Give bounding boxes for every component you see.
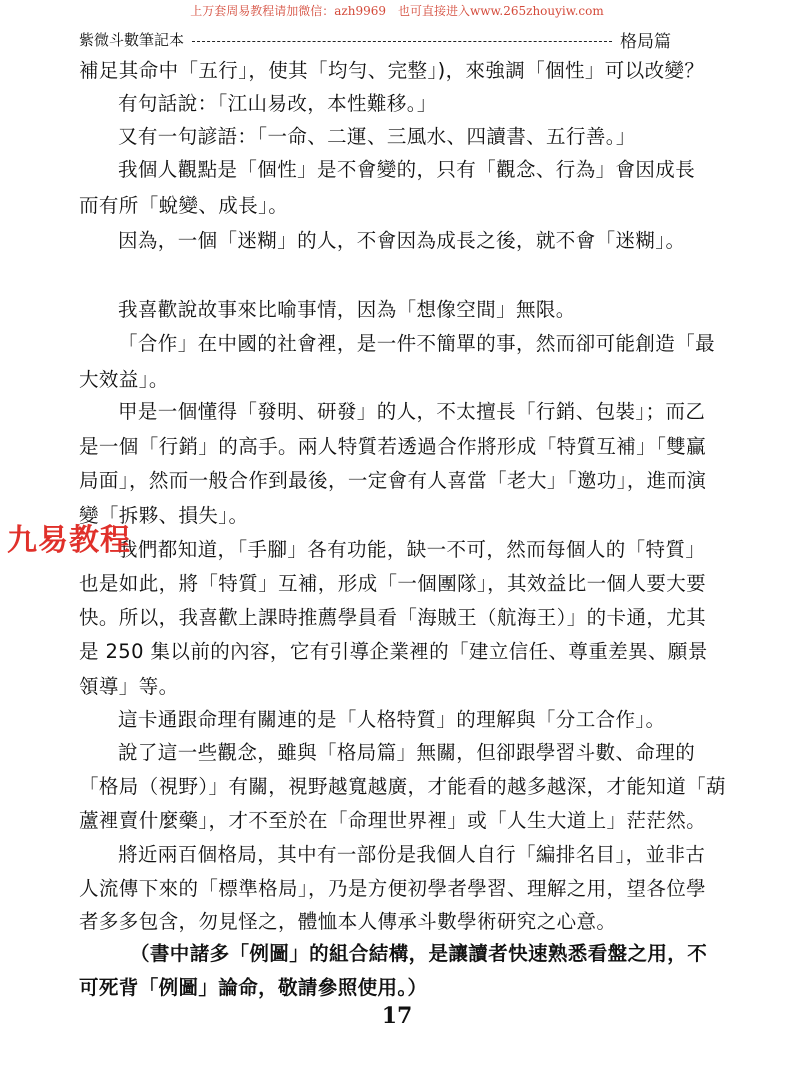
text-line: 「格局（視野）」有關，視野越寬越廣，才能看的越多越深，才能知道「葫 (79, 775, 726, 798)
text-line: 而有所「蛻變、成長」。 (79, 194, 289, 217)
watermark-banner: 上万套周易教程请加微信：azh9969 也可直接进入www.265zhouyiw.com (190, 4, 604, 18)
page-number: 17 (381, 1003, 413, 1029)
header-dashed-rule (192, 41, 612, 42)
text-line: 又有一句諺語：「一命、二運、三風水、四讀書、五行善。」 (118, 125, 636, 148)
text-line: 補足其命中「五行」，使其「均勻、完整」)，來強調「個性」可以改變？ (79, 59, 705, 82)
text-line-bold: 可死背「例圖」論命，敬請參照使用。） (79, 976, 428, 999)
text-line: 變「拆夥、損失」。 (79, 504, 249, 527)
text-line: 因為，一個「迷糊」的人，不會因為成長之後，就不會「迷糊」。 (118, 229, 686, 252)
running-header (79, 26, 671, 52)
text-line: 我們都知道，「手腳」各有功能，缺一不可，然而每個人的「特質」 (118, 538, 706, 561)
text-line: 「合作」在中國的社會裡，是一件不簡單的事，然而卻可能創造「最 (118, 332, 716, 355)
text-line: 快。所以，我喜歡上課時推薦學員看「海賊王（航海王）」的卡通，尤其 (79, 606, 707, 629)
text-line: 這卡通跟命理有關連的是「人格特質」的理解與「分工合作」。 (118, 708, 666, 731)
section-title: 格局篇 (620, 31, 671, 52)
text-line: 大效益」。 (79, 368, 169, 391)
text-line: 是一個「行銷」的高手。兩人特質若透過合作將形成「特質互補」「雙贏 (79, 435, 707, 458)
text-line: 局面」，然而一般合作到最後，一定會有人喜當「老大」「邀功」，進而演 (79, 469, 707, 492)
text-line: 甲是一個懂得「發明、研發」的人，不太擅長「行銷、包裝」；而乙 (118, 400, 706, 423)
text-line: 人流傳下來的「標準格局」，乃是方便初學者學習、理解之用，望各位學 (79, 877, 707, 900)
text-line: 說了這一些觀念，雖與「格局篇」無關，但卻跟學習斗數、命理的 (118, 741, 696, 764)
watermark-stamp: 九易教程 (7, 523, 131, 558)
text-line: 我喜歡說故事來比喻事情，因為「想像空間」無限。 (118, 298, 576, 321)
text-line: 將近兩百個格局，其中有一部份是我個人自行「編排名目」，並非古 (118, 843, 706, 866)
text-line: 蘆裡賣什麼藥」，才不至於在「命理世界裡」或「人生大道上」茫茫然。 (79, 809, 707, 832)
text-line: 也是如此，將「特質」互補，形成「一個團隊」，其效益比一個人要大要 (79, 572, 707, 595)
book-title: 紫微斗數筆記本 (79, 30, 185, 49)
text-line: 有句話說：「江山易改，本性難移。」 (118, 92, 437, 115)
text-line: 者多多包含，勿見怪之，體恤本人傳承斗數學術研究之心意。 (79, 910, 617, 933)
text-line: 我個人觀點是「個性」是不會變的，只有「觀念、行為」會因成長 (118, 158, 696, 181)
text-line-bold: （書中諸多「例圖」的組合結構，是讓讀者快速熟悉看盤之用，不 (130, 942, 708, 965)
text-line: 是 250 集以前的內容，它有引導企業裡的「建立信任、尊重差異、願景 (79, 640, 708, 663)
text-line: 領導」等。 (79, 675, 179, 698)
